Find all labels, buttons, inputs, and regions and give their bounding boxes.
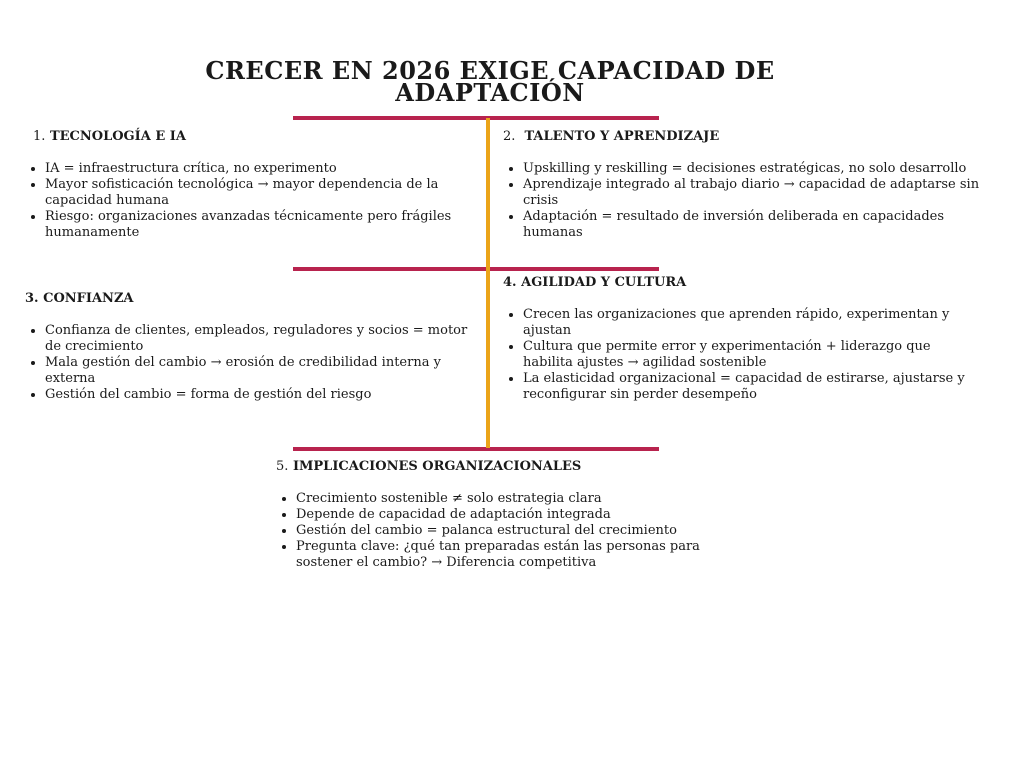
section-number: 1. xyxy=(33,129,46,144)
list-item: • Adaptación = resultado de inversión deliberada en capacidades humanas xyxy=(523,209,1003,241)
page-title: CRECER EN 2026 EXIGE CAPACIDAD DE ADAPTACIÓN xyxy=(205,56,775,107)
list-item: • Upskilling y reskilling = decisiones estratégicas, no solo desarrollo xyxy=(523,161,1003,177)
divider-top xyxy=(293,116,659,120)
section-number: 4. xyxy=(503,275,517,290)
list-item: • Mayor sofisticación tecnológica → mayor dependencia de la capacidad humana xyxy=(45,177,485,209)
section-list xyxy=(25,323,475,403)
section-number: 2. xyxy=(503,129,516,144)
section-talento xyxy=(503,129,1003,241)
list-item: • Cultura que permite error y experimentación + liderazgo que habilita ajustes → agilidad sostenible xyxy=(523,339,973,371)
list-item: • Depende de capacidad de adaptación integrada xyxy=(296,507,746,523)
list-item: • Mala gestión del cambio → erosión de credibilidad interna y externa xyxy=(45,355,475,387)
section-title: AGILIDAD Y CULTURA xyxy=(521,275,687,290)
section-confianza xyxy=(25,291,475,403)
section-title: CONFIANZA xyxy=(43,291,134,306)
list-item: • Gestión del cambio = forma de gestión del riesgo xyxy=(45,387,475,403)
section-heading xyxy=(25,129,485,145)
section-heading xyxy=(276,459,746,475)
list-item: • Crecimiento sostenible ≠ solo estrategia clara xyxy=(296,491,746,507)
list-item: • Gestión del cambio = palanca estructural del crecimiento xyxy=(296,523,746,539)
list-item: • Riesgo: organizaciones avanzadas técnicamente pero frágiles humanamente xyxy=(45,209,485,241)
section-agilidad xyxy=(503,275,973,403)
divider-vertical xyxy=(486,118,490,448)
section-tecnologia xyxy=(25,129,485,241)
list-item: • Aprendizaje integrado al trabajo diario → capacidad de adaptarse sin crisis xyxy=(523,177,1003,209)
section-list xyxy=(276,491,746,571)
section-heading xyxy=(503,129,1003,145)
divider-bottom xyxy=(293,447,659,451)
list-item: • La elasticidad organizacional = capacidad de estirarse, ajustarse y reconfigurar sin perder desempeño xyxy=(523,371,973,403)
divider-middle xyxy=(293,267,659,271)
list-item: • IA = infraestructura crítica, no experimento xyxy=(45,161,485,177)
section-title: TALENTO Y APRENDIZAJE xyxy=(524,129,720,144)
section-heading xyxy=(503,275,973,291)
list-item: • Confianza de clientes, empleados, reguladores y socios = motor de crecimiento xyxy=(45,323,475,355)
section-number: 3. xyxy=(25,291,39,306)
section-title: IMPLICACIONES ORGANIZACIONALES xyxy=(292,459,582,474)
section-implicaciones xyxy=(276,459,746,571)
list-item: • Pregunta clave: ¿qué tan preparadas están las personas para sostener el cambio? → Diferencia competitiva xyxy=(296,539,746,571)
section-list xyxy=(503,307,973,403)
list-item: • Crecen las organizaciones que aprenden rápido, experimentan y ajustan xyxy=(523,307,973,339)
section-number: 5. xyxy=(276,459,289,474)
section-list xyxy=(503,161,1003,241)
section-list xyxy=(25,161,485,241)
section-title: TECNOLOGÍA E IA xyxy=(49,129,186,144)
section-heading xyxy=(25,291,475,307)
